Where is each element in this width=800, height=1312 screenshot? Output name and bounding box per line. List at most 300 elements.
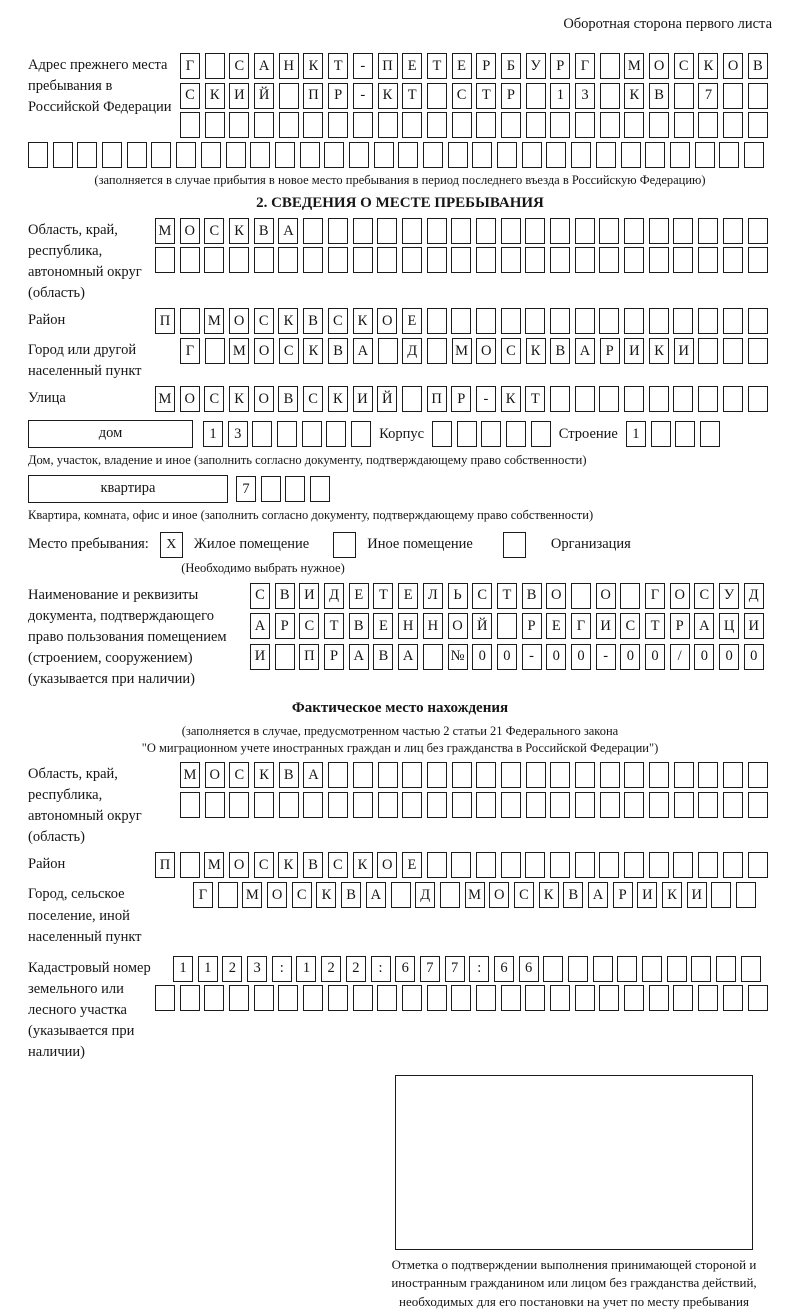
char-box[interactable]: 1 [173,956,193,982]
char-box[interactable] [575,247,595,273]
char-box[interactable]: Р [670,613,690,639]
char-box[interactable] [526,792,546,818]
char-box[interactable] [624,218,644,244]
char-box[interactable]: Р [451,386,471,412]
char-box[interactable]: К [539,882,559,908]
char-box[interactable]: М [204,308,224,334]
char-box[interactable] [328,792,348,818]
char-box[interactable] [593,956,613,982]
char-box[interactable]: Г [575,53,595,79]
char-box[interactable]: О [546,583,566,609]
char-box[interactable]: 0 [497,644,517,670]
char-box[interactable] [402,112,422,138]
char-box[interactable]: С [514,882,534,908]
char-box[interactable] [600,83,620,109]
char-box[interactable]: 3 [247,956,267,982]
char-box[interactable] [550,762,570,788]
char-box[interactable]: Г [193,882,213,908]
char-box[interactable] [351,421,371,447]
char-box[interactable]: В [303,308,323,334]
char-box[interactable] [673,247,693,273]
char-box[interactable]: М [242,882,262,908]
char-box[interactable] [673,218,693,244]
char-box[interactable]: А [278,218,298,244]
char-box[interactable]: С [180,83,200,109]
char-box[interactable] [476,308,496,334]
char-box[interactable] [432,421,452,447]
char-box[interactable] [328,762,348,788]
char-box[interactable]: А [349,644,369,670]
char-box[interactable]: Е [452,53,472,79]
char-box[interactable] [649,386,669,412]
char-box[interactable]: С [501,338,521,364]
char-box[interactable]: Р [613,882,633,908]
char-box[interactable] [476,218,496,244]
char-box[interactable] [691,956,711,982]
char-box[interactable]: А [250,613,270,639]
char-box[interactable] [201,142,221,168]
char-box[interactable] [501,762,521,788]
char-box[interactable]: П [299,644,319,670]
char-box[interactable] [550,112,570,138]
char-box[interactable]: О [596,583,616,609]
char-box[interactable] [180,985,200,1011]
char-box[interactable]: 2 [321,956,341,982]
char-box[interactable]: М [180,762,200,788]
char-box[interactable]: К [649,338,669,364]
char-box[interactable]: П [155,308,175,334]
char-box[interactable]: К [303,338,323,364]
char-box[interactable] [543,956,563,982]
char-box[interactable] [427,308,447,334]
char-box[interactable]: / [670,644,690,670]
char-box[interactable]: К [526,338,546,364]
char-box[interactable]: В [563,882,583,908]
char-box[interactable]: О [448,613,468,639]
char-box[interactable] [550,985,570,1011]
char-box[interactable]: 7 [420,956,440,982]
char-box[interactable] [402,218,422,244]
char-box[interactable] [600,53,620,79]
char-box[interactable] [277,421,297,447]
char-box[interactable]: Т [525,386,545,412]
char-box[interactable]: М [155,218,175,244]
char-box[interactable] [226,142,246,168]
char-box[interactable]: И [229,83,249,109]
char-box[interactable] [649,985,669,1011]
char-box[interactable]: С [620,613,640,639]
char-box[interactable] [303,218,323,244]
char-box[interactable] [649,218,669,244]
char-box[interactable]: И [744,613,764,639]
char-box[interactable] [204,985,224,1011]
char-box[interactable] [525,247,545,273]
char-box[interactable] [501,792,521,818]
char-box[interactable]: В [275,583,295,609]
char-box[interactable]: Т [373,583,393,609]
char-box[interactable]: - [353,53,373,79]
char-box[interactable]: Т [645,613,665,639]
char-box[interactable]: В [522,583,542,609]
char-box[interactable] [698,852,718,878]
char-box[interactable] [457,421,477,447]
char-box[interactable]: К [278,308,298,334]
char-box[interactable] [303,112,323,138]
char-box[interactable] [748,308,768,334]
char-box[interactable] [673,308,693,334]
char-box[interactable]: М [465,882,485,908]
char-box[interactable] [427,762,447,788]
char-box[interactable] [476,852,496,878]
char-box[interactable]: Г [571,613,591,639]
char-box[interactable] [250,142,270,168]
char-box[interactable] [525,985,545,1011]
char-box[interactable] [353,112,373,138]
char-box[interactable] [599,852,619,878]
char-box[interactable]: 7 [698,83,718,109]
char-box[interactable]: Й [254,83,274,109]
char-box[interactable] [723,338,743,364]
char-box[interactable]: 0 [719,644,739,670]
char-box[interactable]: 1 [550,83,570,109]
char-box[interactable]: Р [522,613,542,639]
char-box[interactable]: С [279,338,299,364]
char-box[interactable] [180,852,200,878]
char-box[interactable]: 7 [236,476,256,502]
char-box[interactable]: О [489,882,509,908]
char-box[interactable] [180,308,200,334]
char-box[interactable]: Г [180,338,200,364]
char-box[interactable] [624,386,644,412]
char-box[interactable] [550,218,570,244]
char-box[interactable] [279,112,299,138]
char-box[interactable]: В [649,83,669,109]
char-box[interactable] [229,112,249,138]
char-box[interactable] [649,247,669,273]
char-box[interactable] [698,338,718,364]
char-box[interactable] [621,142,641,168]
char-box[interactable]: Н [423,613,443,639]
char-box[interactable] [723,83,743,109]
char-box[interactable] [575,308,595,334]
char-box[interactable]: Р [550,53,570,79]
char-box[interactable] [600,762,620,788]
char-box[interactable] [723,985,743,1011]
char-box[interactable]: С [328,308,348,334]
char-box[interactable] [451,247,471,273]
char-box[interactable]: Р [328,83,348,109]
char-box[interactable] [525,218,545,244]
char-box[interactable] [451,985,471,1011]
char-box[interactable] [278,985,298,1011]
char-box[interactable] [645,142,665,168]
char-box[interactable] [670,142,690,168]
char-box[interactable]: А [366,882,386,908]
char-box[interactable]: К [662,882,682,908]
char-box[interactable] [427,218,447,244]
char-box[interactable] [451,218,471,244]
checkbox-other-premises[interactable] [333,532,356,558]
char-box[interactable] [698,308,718,334]
char-box[interactable] [252,421,272,447]
char-box[interactable]: С [674,53,694,79]
char-box[interactable] [624,762,644,788]
char-box[interactable] [303,792,323,818]
char-box[interactable] [600,792,620,818]
char-box[interactable] [599,308,619,334]
char-box[interactable] [522,142,542,168]
char-box[interactable]: О [267,882,287,908]
char-box[interactable]: 1 [296,956,316,982]
char-box[interactable] [674,112,694,138]
char-box[interactable]: У [526,53,546,79]
char-box[interactable] [451,308,471,334]
char-box[interactable] [575,852,595,878]
char-box[interactable]: Ь [448,583,468,609]
char-box[interactable] [427,852,447,878]
char-box[interactable]: О [254,386,274,412]
char-box[interactable] [378,112,398,138]
char-box[interactable] [402,792,422,818]
char-box[interactable]: 1 [203,421,223,447]
char-box[interactable] [575,985,595,1011]
char-box[interactable] [53,142,73,168]
char-box[interactable]: Н [279,53,299,79]
char-box[interactable]: Е [546,613,566,639]
char-box[interactable]: В [254,218,274,244]
char-box[interactable]: 6 [494,956,514,982]
char-box[interactable] [575,112,595,138]
char-box[interactable] [642,956,662,982]
char-box[interactable] [176,142,196,168]
char-box[interactable]: С [452,83,472,109]
char-box[interactable]: А [398,644,418,670]
char-box[interactable] [448,142,468,168]
char-box[interactable]: М [155,386,175,412]
char-box[interactable] [472,142,492,168]
char-box[interactable] [204,247,224,273]
char-box[interactable] [229,247,249,273]
char-box[interactable] [377,218,397,244]
char-box[interactable] [748,762,768,788]
char-box[interactable]: О [476,338,496,364]
char-box[interactable]: № [448,644,468,670]
char-box[interactable] [748,112,768,138]
char-box[interactable] [349,142,369,168]
char-box[interactable]: И [596,613,616,639]
char-box[interactable] [501,852,521,878]
char-box[interactable] [695,142,715,168]
char-box[interactable]: К [229,218,249,244]
char-box[interactable]: С [254,852,274,878]
char-box[interactable]: В [748,53,768,79]
char-box[interactable]: Е [402,53,422,79]
char-box[interactable] [624,112,644,138]
char-box[interactable] [575,762,595,788]
char-box[interactable]: С [229,762,249,788]
char-box[interactable] [180,792,200,818]
char-box[interactable]: П [378,53,398,79]
char-box[interactable] [501,218,521,244]
char-box[interactable]: А [353,338,373,364]
char-box[interactable]: Л [423,583,443,609]
char-box[interactable]: М [229,338,249,364]
char-box[interactable]: А [303,762,323,788]
char-box[interactable] [353,792,373,818]
char-box[interactable] [674,792,694,818]
char-box[interactable]: О [180,218,200,244]
char-box[interactable]: И [353,386,373,412]
char-box[interactable]: Е [402,852,422,878]
char-box[interactable]: И [637,882,657,908]
char-box[interactable] [501,247,521,273]
char-box[interactable]: Д [402,338,422,364]
char-box[interactable]: П [303,83,323,109]
char-box[interactable] [229,792,249,818]
char-box[interactable]: Р [324,644,344,670]
char-box[interactable]: С [292,882,312,908]
char-box[interactable] [275,142,295,168]
char-box[interactable] [402,985,422,1011]
char-box[interactable] [599,247,619,273]
char-box[interactable] [497,142,517,168]
char-box[interactable] [205,112,225,138]
char-box[interactable]: К [378,83,398,109]
char-box[interactable] [402,247,422,273]
char-box[interactable] [254,985,274,1011]
char-box[interactable] [748,247,768,273]
char-box[interactable] [596,142,616,168]
char-box[interactable] [205,53,225,79]
char-box[interactable] [649,112,669,138]
char-box[interactable]: В [303,852,323,878]
char-box[interactable]: : [272,956,292,982]
char-box[interactable] [698,247,718,273]
char-box[interactable]: С [204,218,224,244]
char-box[interactable] [526,83,546,109]
char-box[interactable]: Т [402,83,422,109]
char-box[interactable] [378,792,398,818]
char-box[interactable] [550,247,570,273]
char-box[interactable] [698,112,718,138]
char-box[interactable]: 0 [645,644,665,670]
char-box[interactable] [673,852,693,878]
char-box[interactable] [620,583,640,609]
char-box[interactable]: Е [402,308,422,334]
char-box[interactable]: А [254,53,274,79]
char-box[interactable] [599,985,619,1011]
char-box[interactable] [254,792,274,818]
char-box[interactable]: - [522,644,542,670]
char-box[interactable]: 7 [445,956,465,982]
char-box[interactable]: С [472,583,492,609]
char-box[interactable]: 0 [620,644,640,670]
char-box[interactable]: О [670,583,690,609]
char-box[interactable] [218,882,238,908]
char-box[interactable] [617,956,637,982]
char-box[interactable] [526,762,546,788]
char-box[interactable] [673,386,693,412]
checkbox-residential[interactable]: X [160,532,183,558]
char-box[interactable]: К [353,852,373,878]
char-box[interactable]: И [687,882,707,908]
char-box[interactable]: 0 [472,644,492,670]
house-field-box[interactable]: дом [28,420,193,448]
char-box[interactable] [151,142,171,168]
char-box[interactable]: С [303,386,323,412]
char-box[interactable] [546,142,566,168]
char-box[interactable] [326,421,346,447]
char-box[interactable] [353,247,373,273]
char-box[interactable] [571,583,591,609]
char-box[interactable]: 6 [519,956,539,982]
char-box[interactable] [698,762,718,788]
char-box[interactable] [723,247,743,273]
char-box[interactable]: И [250,644,270,670]
char-box[interactable]: Й [377,386,397,412]
char-box[interactable] [649,762,669,788]
char-box[interactable]: С [299,613,319,639]
char-box[interactable] [303,247,323,273]
char-box[interactable]: О [723,53,743,79]
checkbox-organization[interactable] [503,532,526,558]
char-box[interactable]: В [341,882,361,908]
char-box[interactable] [599,386,619,412]
char-box[interactable]: 0 [546,644,566,670]
char-box[interactable] [398,142,418,168]
char-box[interactable] [427,247,447,273]
char-box[interactable] [77,142,97,168]
char-box[interactable]: Р [501,83,521,109]
char-box[interactable]: О [649,53,669,79]
char-box[interactable]: К [328,386,348,412]
char-box[interactable] [550,308,570,334]
char-box[interactable]: 1 [198,956,218,982]
char-box[interactable] [28,142,48,168]
char-box[interactable]: К [254,762,274,788]
char-box[interactable] [501,308,521,334]
char-box[interactable]: С [204,386,224,412]
char-box[interactable]: С [328,852,348,878]
char-box[interactable] [748,338,768,364]
char-box[interactable] [391,882,411,908]
char-box[interactable]: Д [415,882,435,908]
char-box[interactable] [649,852,669,878]
char-box[interactable]: 0 [744,644,764,670]
char-box[interactable] [451,852,471,878]
char-box[interactable] [526,112,546,138]
char-box[interactable]: А [694,613,714,639]
char-box[interactable]: В [279,762,299,788]
char-box[interactable] [700,421,720,447]
char-box[interactable] [501,985,521,1011]
char-box[interactable] [651,421,671,447]
char-box[interactable] [501,112,521,138]
char-box[interactable] [303,985,323,1011]
char-box[interactable] [748,852,768,878]
char-box[interactable] [127,142,147,168]
char-box[interactable] [377,985,397,1011]
char-box[interactable] [285,476,305,502]
char-box[interactable] [723,852,743,878]
char-box[interactable] [427,338,447,364]
char-box[interactable]: П [427,386,447,412]
char-box[interactable] [310,476,330,502]
char-box[interactable] [278,247,298,273]
char-box[interactable]: И [674,338,694,364]
char-box[interactable] [723,792,743,818]
char-box[interactable]: 2 [346,956,366,982]
